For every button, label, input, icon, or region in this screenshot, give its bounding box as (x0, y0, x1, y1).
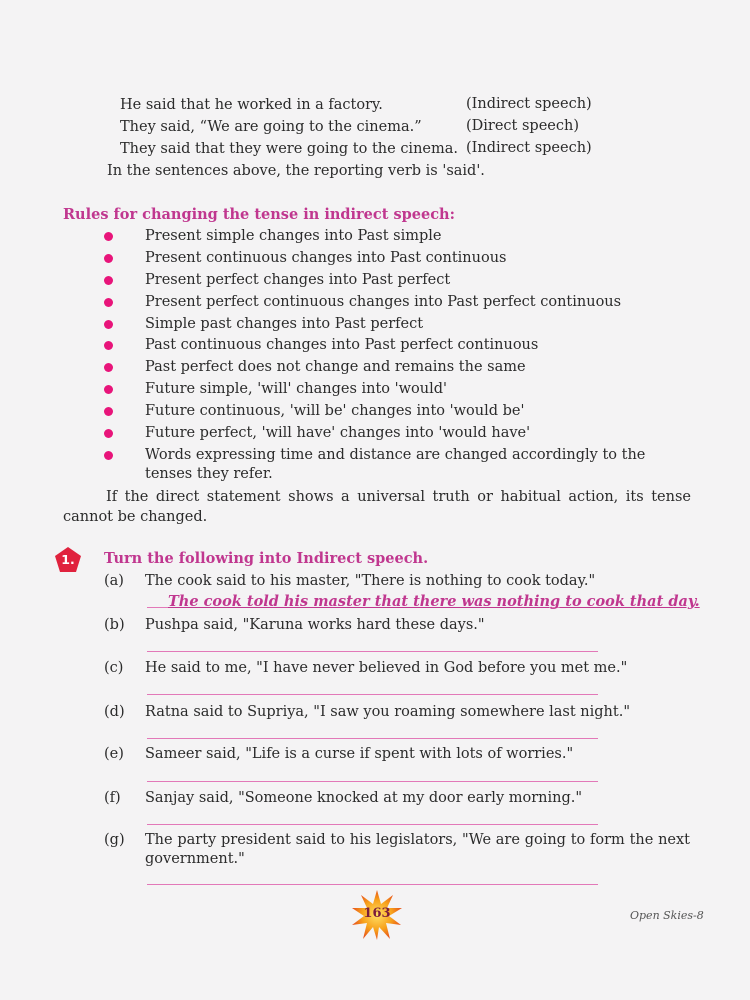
rule-item: Present perfect changes into Past perfect (104, 271, 704, 293)
rule-item: Past perfect does not change and remains the same (104, 358, 704, 380)
exercise-item-b: (b) Pushpa said, "Karuna works hard these days." (104, 617, 485, 633)
bullet-icon (104, 341, 113, 350)
rule-item: Words expressing time and distance are changed accordingly to the tenses they refer. (104, 446, 704, 486)
exercise-number: 1. (61, 552, 75, 567)
exercise-item-c: (c) He said to me, "I have never believed in God before you met me." (104, 660, 628, 676)
rule-item: Future simple, 'will' changes into 'would' (104, 380, 704, 402)
intro-example-2-tag: (Direct speech) (466, 118, 579, 134)
answer-line[interactable] (147, 781, 598, 782)
bullet-icon (104, 320, 113, 329)
bullet-icon (104, 276, 113, 285)
bullet-icon (104, 298, 113, 307)
intro-example-2: They said, “We are going to the cinema.” (120, 119, 422, 135)
exercise-title: Turn the following into Indirect speech. (104, 550, 429, 567)
answer-line[interactable] (147, 824, 598, 825)
answer-line[interactable] (147, 884, 598, 885)
bullet-icon (104, 451, 113, 460)
bullet-icon (104, 363, 113, 372)
exercise-item-d: (d) Ratna said to Supriya, "I saw you roaming somewhere last night." (104, 704, 630, 720)
rule-item: Past continuous changes into Past perfect continuous (104, 336, 704, 358)
universal-truth-note: If the direct statement shows a universal truth or habitual action, its tense cannot be changed. (63, 489, 691, 525)
rule-item: Present continuous changes into Past continuous (104, 249, 704, 271)
intro-example-1: He said that he worked in a factory. (120, 97, 383, 113)
exercise-item-a: (a) The cook said to his master, "There is nothing to cook today." (104, 573, 596, 589)
intro-example-3-tag: (Indirect speech) (466, 140, 592, 156)
bullet-icon (104, 429, 113, 438)
rule-item: Simple past changes into Past perfect (104, 315, 704, 337)
rule-item: Future perfect, 'will have' changes into 'would have' (104, 424, 704, 446)
intro-note: In the sentences above, the reporting verb is 'said'. (107, 163, 485, 179)
page-number: 163 (363, 906, 391, 921)
rules-list (104, 227, 704, 486)
bullet-icon (104, 254, 113, 263)
exercise-item-g: (g) The party president said to his legislators, "We are going to form the next government." (104, 832, 690, 867)
answer-line[interactable] (147, 651, 598, 652)
rule-item: Present simple changes into Past simple (104, 227, 704, 249)
answer-text: The cook told his master that there was nothing to cook that day. (168, 593, 700, 610)
rules-heading: Rules for changing the tense in indirect speech: (63, 206, 455, 223)
bullet-icon (104, 385, 113, 394)
book-title: Open Skies-8 (630, 909, 704, 922)
answer-line[interactable] (147, 738, 598, 739)
intro-example-3: They said that they were going to the cinema. (120, 141, 458, 157)
rule-item: Present perfect continuous changes into Past perfect continuous (104, 293, 704, 315)
bullet-icon (104, 407, 113, 416)
exercise-item-e: (e) Sameer said, "Life is a curse if spent with lots of worries." (104, 746, 574, 762)
exercise-item-f: (f) Sanjay said, "Someone knocked at my door early morning." (104, 790, 583, 806)
answer-line[interactable] (147, 694, 598, 695)
rule-item: Future continuous, 'will be' changes into 'would be' (104, 402, 704, 424)
intro-example-1-tag: (Indirect speech) (466, 96, 592, 112)
bullet-icon (104, 232, 113, 241)
